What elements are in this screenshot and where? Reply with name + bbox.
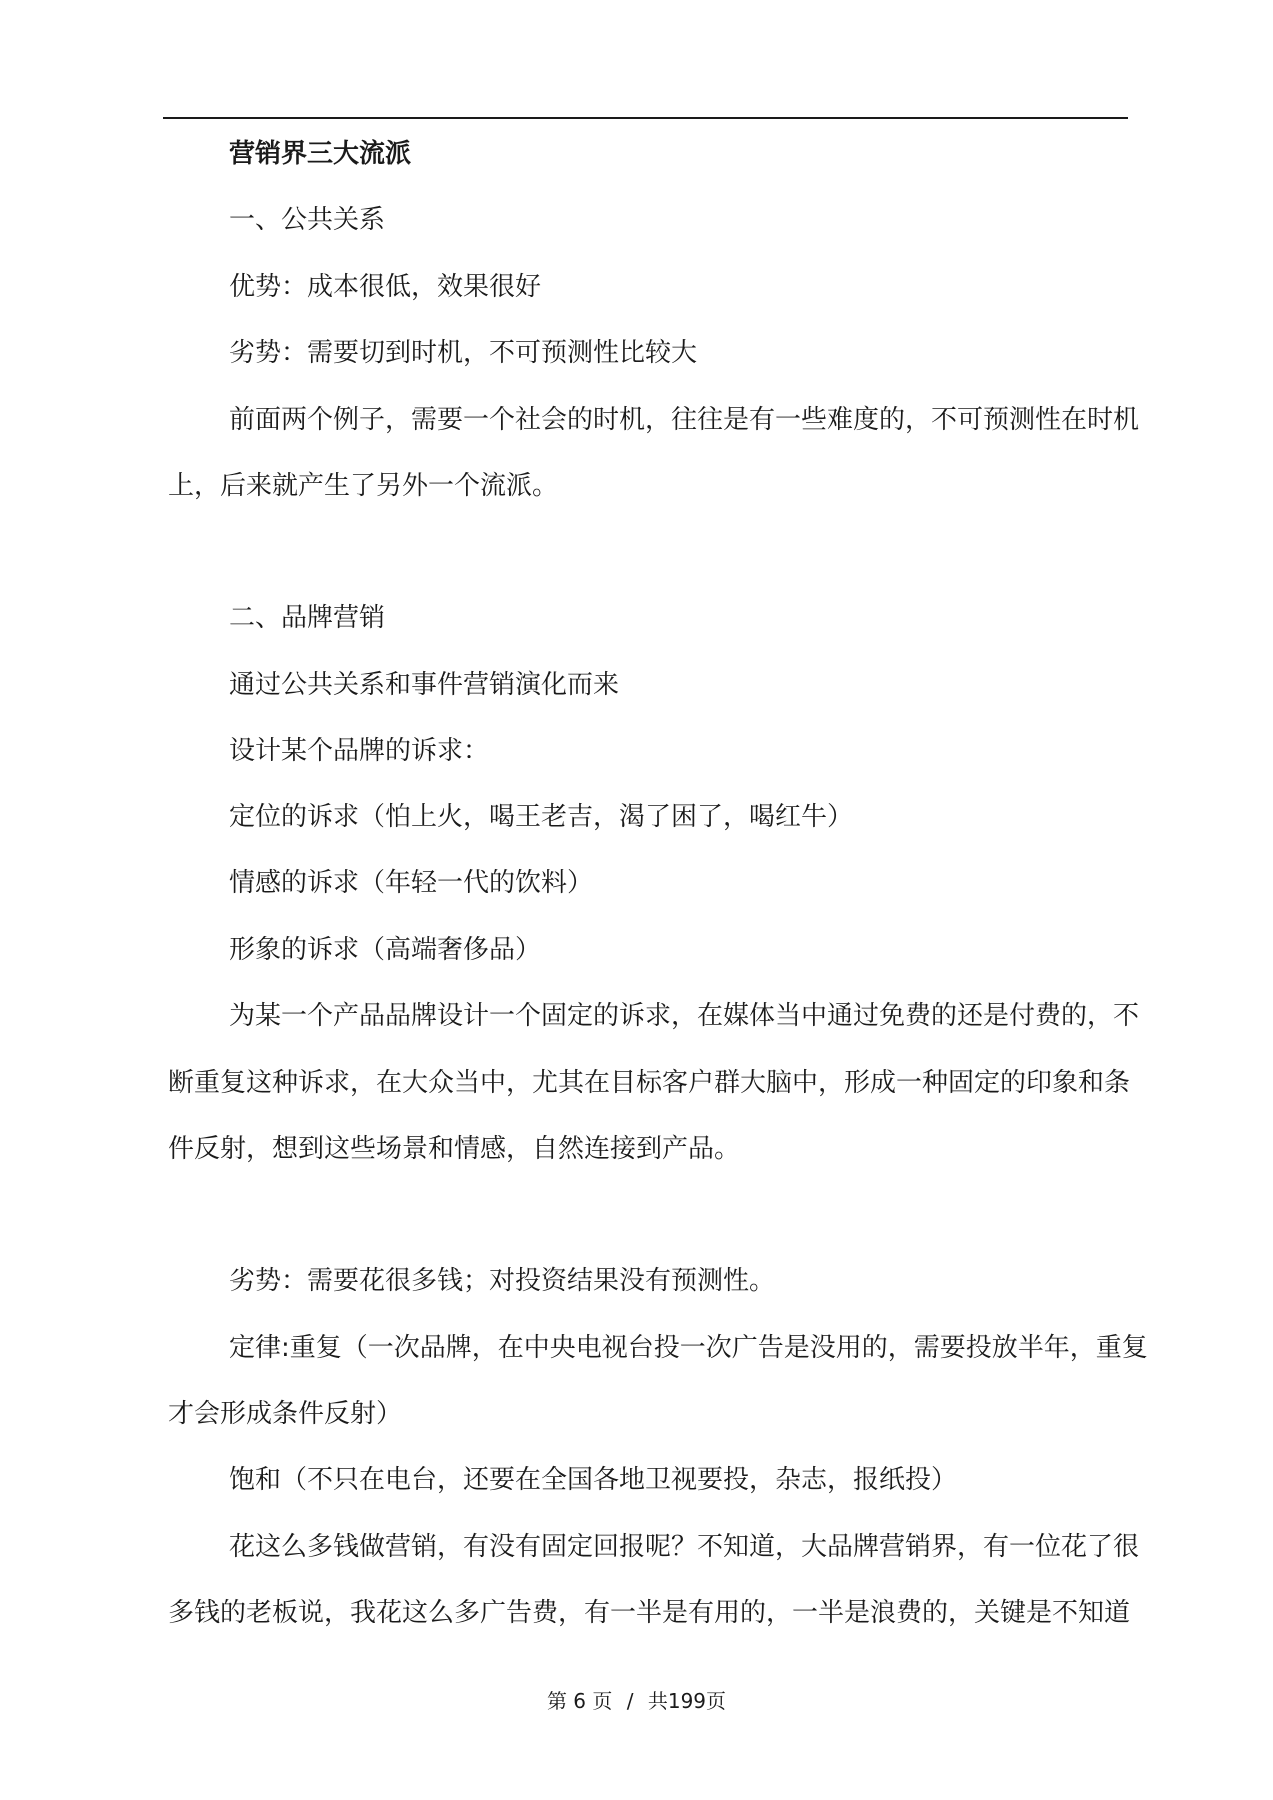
paragraph-line: 前面两个例子，需要一个社会的时机，往往是有一些难度的，不可预测性在时机 <box>229 405 1140 435</box>
paragraph-line: 劣势：需要切到时机，不可预测性比较大 <box>229 338 698 368</box>
paragraph-line: 断重复这种诉求，在大众当中，尤其在目标客户群大脑中，形成一种固定的印象和条 <box>168 1068 1131 1098</box>
page-separator: / <box>626 1689 634 1713</box>
paragraph-line: 件反射，想到这些场景和情感，自然连接到产品。 <box>168 1134 741 1164</box>
paragraph-line: 花这么多钱做营销，有没有固定回报呢？不知道，大品牌营销界，有一位花了很 <box>229 1532 1140 1562</box>
heading-public-relations: 一、公共关系 <box>229 205 386 235</box>
paragraph-line: 为某一个产品品牌设计一个固定的诉求，在媒体当中通过免费的还是付费的，不 <box>229 1001 1140 1031</box>
header-rule <box>163 117 1128 119</box>
heading-brand-marketing: 二、品牌营销 <box>229 603 386 633</box>
paragraph-line: 定位的诉求（怕上火，喝王老吉，渴了困了，喝红牛） <box>229 802 854 832</box>
paragraph-line: 劣势：需要花很多钱；对投资结果没有预测性。 <box>229 1266 776 1296</box>
paragraph-line: 定律:重复（一次品牌，在中央电视台投一次广告是没用的，需要投放半年，重复 <box>229 1333 1148 1363</box>
paragraph-line: 才会形成条件反射） <box>168 1399 403 1429</box>
paragraph-line: 情感的诉求（年轻一代的饮料） <box>229 868 594 898</box>
page-total: 共199页 <box>647 1689 727 1713</box>
paragraph-line: 优势：成本很低，效果很好 <box>229 272 542 302</box>
paragraph-line: 通过公共关系和事件营销演化而来 <box>229 670 620 700</box>
paragraph-line: 上，后来就产生了另外一个流派。 <box>168 471 559 501</box>
page-number: 第 6 页 <box>546 1689 613 1713</box>
paragraph-line: 多钱的老板说，我花这么多广告费，有一半是有用的，一半是浪费的，关键是不知道 <box>168 1598 1131 1628</box>
paragraph-line: 设计某个品牌的诉求： <box>229 736 490 766</box>
paragraph-line: 形象的诉求（高端奢侈品） <box>229 935 542 965</box>
section-title: 营销界三大流派 <box>229 139 412 169</box>
paragraph-line: 饱和（不只在电台，还要在全国各地卫视要投，杂志，报纸投） <box>229 1465 958 1495</box>
page-footer <box>0 1689 1273 1713</box>
